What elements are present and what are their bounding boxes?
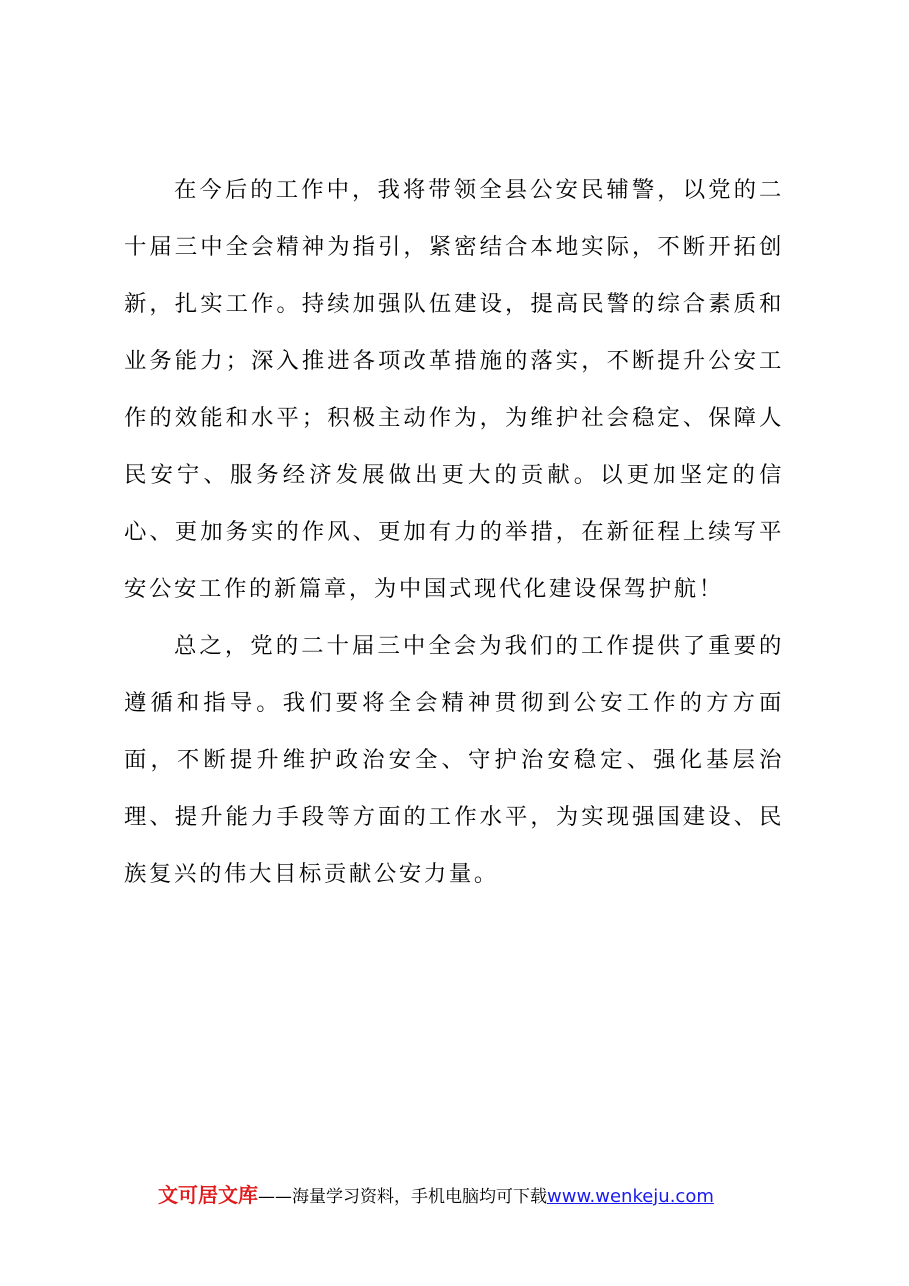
footer-site-link[interactable]: www.wenkeju.com: [547, 1186, 714, 1207]
document-body: [124, 162, 784, 903]
footer-brand: 文可居文库: [158, 1183, 258, 1207]
footer-slogan: 海量学习资料，手机电脑均可下载: [292, 1187, 547, 1207]
paragraph-future-work: 在今后的工作中，我将带领全县公安民辅警，以党的二十届三中全会精神为指引，紧密结合本地实际，不断开拓创新，扎实工作。持续加强队伍建设，提高民警的综合素质和业务能力；深入推进各项改革措施的落实，不断提升公安工作的效能和水平；积极主动作为，为维护社会稳定、保障人民安宁、服务经济发展做出更大的贡献。以更加坚定的信心、更加务实的作风、更加有力的举措，在新征程上续写平安公安工作的新篇章，为中国式现代化建设保驾护航！: [124, 177, 784, 602]
footer-dash: ——: [258, 1187, 292, 1207]
footer-banner: [158, 1180, 798, 1212]
paragraph-conclusion: 总之，党的二十届三中全会为我们的工作提供了重要的遵循和指导。我们要将全会精神贯彻到公安工作的方方面面，不断提升维护政治安全、守护治安稳定、强化基层治理、提升能力手段等方面的工作水平，为实现强国建设、民族复兴的伟大目标贡献公安力量。: [124, 633, 784, 887]
